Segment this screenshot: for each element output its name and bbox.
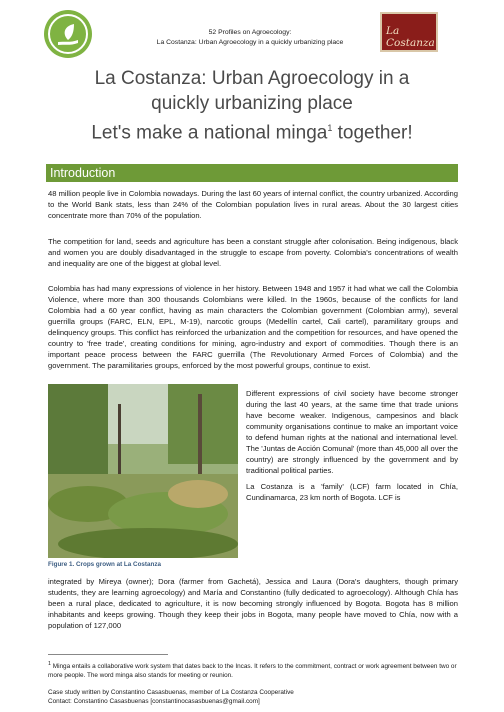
figure-caption: Figure 1. Crops grown at La Costanza	[48, 561, 162, 568]
paragraph-continuation: integrated by Mireya (owner); Dora (farmer from Gachetá), Jessica and Laura (Dora's daughters, though primary students, they are learning agroecology) and María and Constantino (fully dedicated to agroecology). Although Chía has been a rural place, dedicated to agriculture, it is now becoming strongly influenced by Bogota. Bogota has 8 million inhabitants and keeps growing. Though they keep their jobs in Bogota, many people have moved to Chía, now with a population of 127,000	[48, 577, 458, 630]
paragraph-1: 48 million people live in Colombia nowadays. During the last 60 years of internal conflict, the country urbanized. According to the World Bank stats, less than 24% of the Colombian population lives in rural areas. About the 30 largest cities concentrate more than 70% of the population.	[48, 189, 458, 220]
paragraph-3: Colombia has had many expressions of violence in her history. Between 1948 and 1957 it had what we call the Colombia Violence, where more than 300 thousands Colombians were killed. In the 1960s, because of the conflicts for land Colombia had a 60 year conflict, having as main characters the Colombian government (Colombian army), several guerrilla groups (FARC, ELN, EPL, M-19), narcotic groups (Medellín cartel, Cali cartel), paramilitary groups and delinquency groups. This conflict has reinforced the urbanization and the competition for resources, and have opened the country to 'free trade', creating conditions for mining, agro-industry and export of commodities. Though there is an important peace process between the FARC guerrilla (The Revolutionary Armed Forces of Colombia) and the government. The paramilitaries groups, enforced by the most powerful groups, continue to exist.	[48, 284, 458, 370]
paragraph-2: The competition for land, seeds and agriculture has been a constant struggle after colonisation. Being indigenous, black and women you are doubly disadvantaged in the struggle to escape from poverty. Colombia's concentrations of wealth and inequality are one of the biggest at global level.	[48, 237, 458, 268]
page-title	[50, 66, 454, 145]
side-column	[246, 388, 458, 508]
section-heading-introduction: Introduction	[46, 164, 458, 182]
crops-photo	[48, 384, 238, 558]
series-label: 52 Profiles on Agroecology:	[208, 29, 292, 36]
footnote-text: Minga entails a collaborative work system that dates back to the Incas. It refers to the commitment, contract or work agreement between two or more people. The word minga also stands for meeting or reunion.	[48, 663, 457, 680]
title-line-3-end: together!	[332, 122, 413, 144]
footnote-mark: 1	[48, 661, 51, 667]
side-paragraph-1: Different expressions of civil society have become stronger during the last 40 years, at the same time that trade unions have become weaker. Indigenous, campesinos and black community organisations continue to make an important voice to defend human rights at the national and international level. The 'Juntas de Acción Comunal' (more than 45,000 all over the country) are strongly influenced by the government and by traditional political parties.	[246, 389, 458, 475]
contact-line: Contact: Constantino Casasbuenas [constantinocasasbuenas@gmail.com]	[48, 698, 260, 705]
title-line-2: quickly urbanizing place	[151, 93, 353, 114]
running-header	[128, 28, 372, 48]
header-subtitle: La Costanza: Urban Agroecology in a quickly urbanizing place	[156, 39, 344, 46]
la-costanza-logo	[380, 12, 438, 52]
side-paragraph-2: La Costanza is a 'family' (LCF) farm located in Chía, Cundinamarca, 23 km north of Bogota. LCF is	[246, 482, 458, 502]
footnote-ref: 1	[327, 123, 333, 133]
title-line-3	[50, 116, 454, 145]
leaf-hand-icon	[44, 10, 92, 58]
title-line-1: La Costanza: Urban Agroecology in a	[94, 68, 410, 89]
title-line-3-text: Let's make a national minga	[91, 122, 328, 144]
brand-text: La Costanza	[386, 25, 435, 49]
agroecology-logo	[44, 10, 92, 58]
author-line: Case study written by Constantino Casasbuenas, member of La Costanza Cooperative	[48, 689, 294, 696]
credits	[48, 688, 458, 706]
footnote	[48, 660, 458, 680]
footnote-divider	[48, 654, 168, 655]
